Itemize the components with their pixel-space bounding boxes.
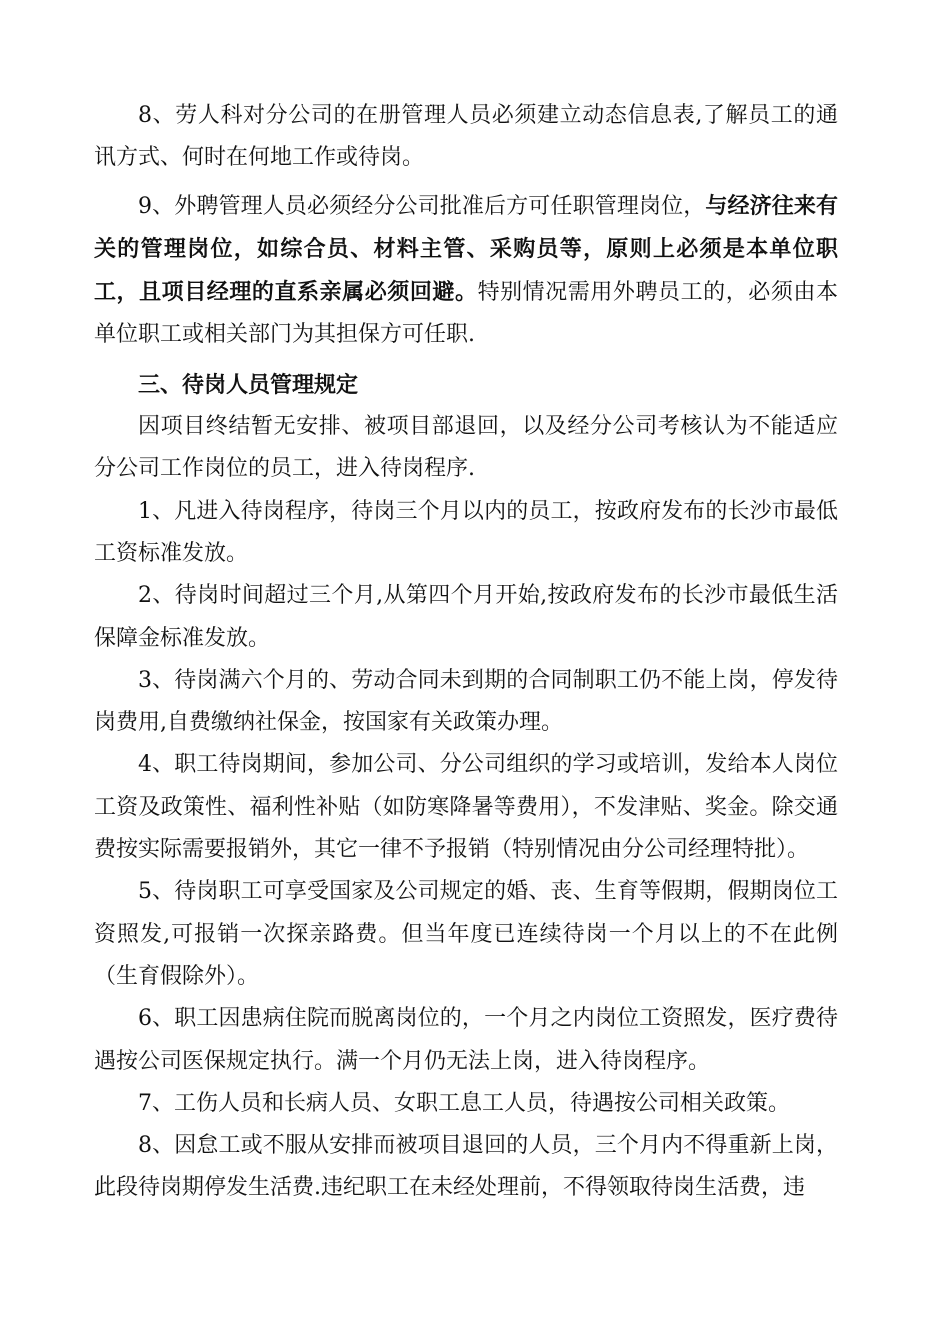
paragraph-item-9-external-hire <box>94 185 838 357</box>
list-item: 5、待岗职工可享受国家及公司规定的婚、丧、生育等假期，假期岗位工资照发,可报销一次探亲路费。但当年度已连续待岗一个月以上的不在此例（生育假除外）。 <box>94 879 838 989</box>
list-item: 8、因怠工或不服从安排而被项目退回的人员，三个月内不得重新上岗，此段待岗期停发生活费.违纪职工在未经处理前，不得领取待岗生活费，违 <box>94 1133 838 1201</box>
emphasized-text: 与经济往来有关的管理岗位，如综合员、材料主管、采购员等，原则上必须是本单位职工，且项目经理的直系亲属必须回避。 <box>94 192 838 306</box>
list-item: 2、待岗时间超过三个月,从第四个月开始,按政府发布的长沙市最低生活保障金标准发放。 <box>94 583 838 651</box>
section-intro: 因项目终结暂无安排、被项目部退回，以及经分公司考核认为不能适应分公司工作岗位的员工，进入待岗程序. <box>94 414 838 482</box>
paragraph-text: 9、外聘管理人员必须经分公司批准后方可任职管理岗位， <box>138 193 706 219</box>
list-item: 6、职工因患病住院而脱离岗位的，一个月之内岗位工资照发，医疗费待遇按公司医保规定执行。满一个月仍无法上岗，进入待岗程序。 <box>94 1006 838 1074</box>
list-item: 7、工伤人员和长病人员、女职工息工人员，待遇按公司相关政策。 <box>138 1090 790 1116</box>
list-item: 1、凡进入待岗程序，待岗三个月以内的员工，按政府发布的长沙市最低工资标准发放。 <box>94 498 838 566</box>
paragraph-text: 8、劳人科对分公司的在册管理人员必须建立动态信息表,了解员工的通讯方式、何时在何地工作或待岗。 <box>94 103 838 171</box>
paragraph-item-8-info-table <box>94 95 838 180</box>
list-item: 4、职工待岗期间，参加公司、分公司组织的学习或培训，发给本人岗位工资及政策性、福利性补贴（如防寒降暑等费用），不发津贴、奖金。除交通费按实际需要报销外，其它一律不予报销（特别情况由分公司经理特批）。 <box>94 752 838 863</box>
paragraph-text: 特别情况需用外聘员工的，必须由本单位职工或相关部门为其担保方可任职. <box>94 280 838 348</box>
section-heading: 三、待岗人员管理规定 <box>138 371 359 398</box>
document-page <box>94 95 838 1210</box>
list-item: 3、待岗满六个月的、劳动合同未到期的合同制职工仍不能上岗，停发待岗费用,自费缴纳社保金，按国家有关政策办理。 <box>94 667 838 736</box>
